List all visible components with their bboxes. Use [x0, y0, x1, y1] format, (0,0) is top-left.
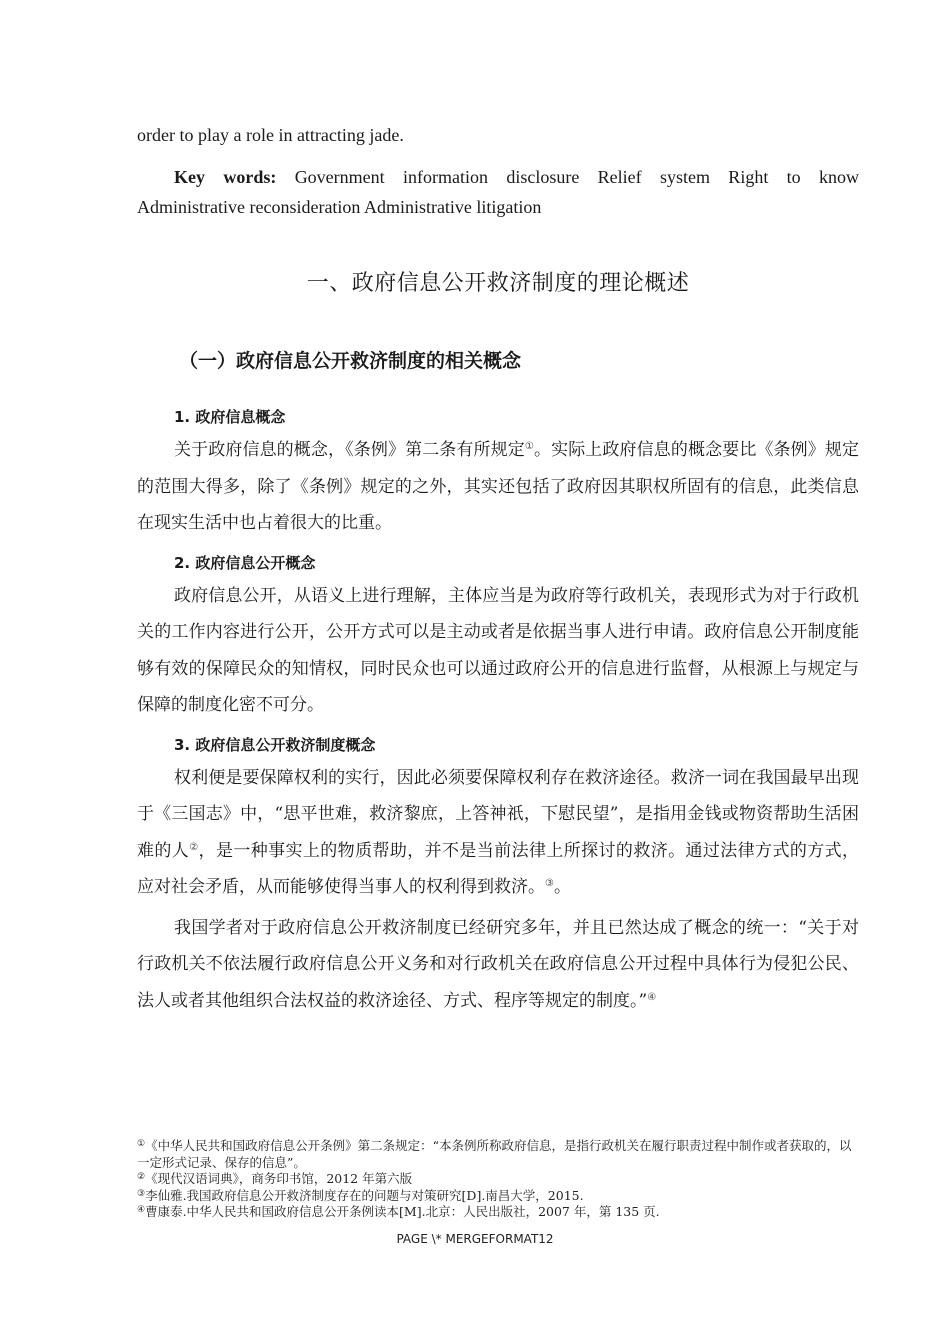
footnote-mark-1: ①: [137, 1139, 146, 1149]
item3-text-c: 。: [553, 877, 571, 897]
footnote-mark-4: ④: [137, 1205, 146, 1215]
item3-paragraph: [137, 760, 859, 906]
body-content: [137, 116, 859, 1019]
footnotes: [137, 1138, 859, 1221]
footnote-ref-2[interactable]: ②: [189, 841, 199, 853]
footnote-mark-3: ③: [137, 1188, 146, 1199]
item1-text-a: 关于政府信息的概念，《条例》第二条有所规定: [174, 440, 525, 460]
footnote-mark-2: ②: [137, 1172, 146, 1182]
item2-heading: 2. 政府信息公开概念: [174, 553, 316, 572]
footnote-text-1: 《中华人民共和国政府信息公开条例》第二条规定：“本条例所称政府信息，是指行政机关在履行职责过程中制作或者获取的，以一定形式记录、保存的信息”。: [137, 1138, 852, 1170]
subsection-title: （一）政府信息公开救济制度的相关概念: [179, 350, 522, 372]
footnote-4: [137, 1204, 859, 1221]
abstract-tail: order to play a role in attracting jade.: [137, 125, 404, 145]
keywords-text-1: Government information disclosure Relief system Right to know: [294, 167, 859, 187]
footnote-text-4: 曹康泰.中华人民共和国政府信息公开条例读本[M].北京：人民出版社，2007 年，第 135 页.: [145, 1204, 660, 1219]
item1-heading: 1. 政府信息概念: [174, 408, 286, 426]
keywords-line-1: [137, 162, 859, 192]
footnote-ref-3[interactable]: ③: [545, 878, 554, 889]
item3-text-b: ，是一种事实上的物质帮助，并不是当前法律上所探讨的救济。通过法律方式的方式，应对社会矛盾，从而能够使得当事人的权利得到救济。: [137, 840, 860, 897]
keywords-line-2: Administrative reconsideration Administrative litigation: [137, 197, 542, 217]
section-title: 一、政府信息公开救济制度的理论概述: [306, 271, 690, 296]
footnote-3: [137, 1188, 859, 1205]
footnote-ref-4[interactable]: ④: [647, 991, 657, 1003]
item2-paragraph: 政府信息公开，从语义上进行理解，主体应当是为政府等行政机关，表现形式为对于行政机关的工作内容进行公开，公开方式可以是主动或者是依据当事人进行申请。政府信息公开制度能够有效的保障民众的知情权，同时民众也可以通过政府公开的信息进行监督，从根源上与规定与保障的制度化密不可分。: [137, 585, 859, 715]
footnote-text-2: 《现代汉语词典》，商务印书馆，2012 年第六版: [145, 1171, 413, 1186]
page-number-field: PAGE \* MERGEFORMAT12: [396, 1232, 554, 1246]
footnote-2: [137, 1171, 859, 1188]
para4-paragraph: [137, 910, 859, 1020]
item1-paragraph: [137, 432, 859, 542]
para4-text: 我国学者对于政府信息公开救济制度已经研究多年，并且已然达成了概念的统一：“关于对行政机关不依法履行政府信息公开义务和对行政机关在政府信息公开过程中具体行为侵犯公民、法人或者其他组织合法权益的救济途径、方式、程序等规定的制度。”: [137, 917, 859, 1011]
footnote-1: [137, 1138, 859, 1171]
item3-heading: 3. 政府信息公开救济制度概念: [174, 735, 376, 754]
keywords-label: Key words:: [174, 167, 277, 187]
footnote-ref-1[interactable]: ①: [524, 441, 534, 452]
footnote-text-3: 李仙雅.我国政府信息公开救济制度存在的问题与对策研究[D].南昌大学，2015.: [145, 1187, 584, 1203]
item3-text-a: 权利便是要保障权利的实行，因此必须要保障权利存在救济途径。救济一词在我国最早出现于《三国志》中，“思平世难，救济黎庶，上答神祇，下慰民望”，是指用金钱或物资帮助生活困难的人: [137, 767, 859, 861]
item1-text-b: 。实际上政府信息的概念要比《条例》规定的范围大得多，除了《条例》规定的之外，其实还包括了政府因其职权所固有的信息，此类信息在现实生活中也占着很大的比重。: [137, 440, 860, 533]
